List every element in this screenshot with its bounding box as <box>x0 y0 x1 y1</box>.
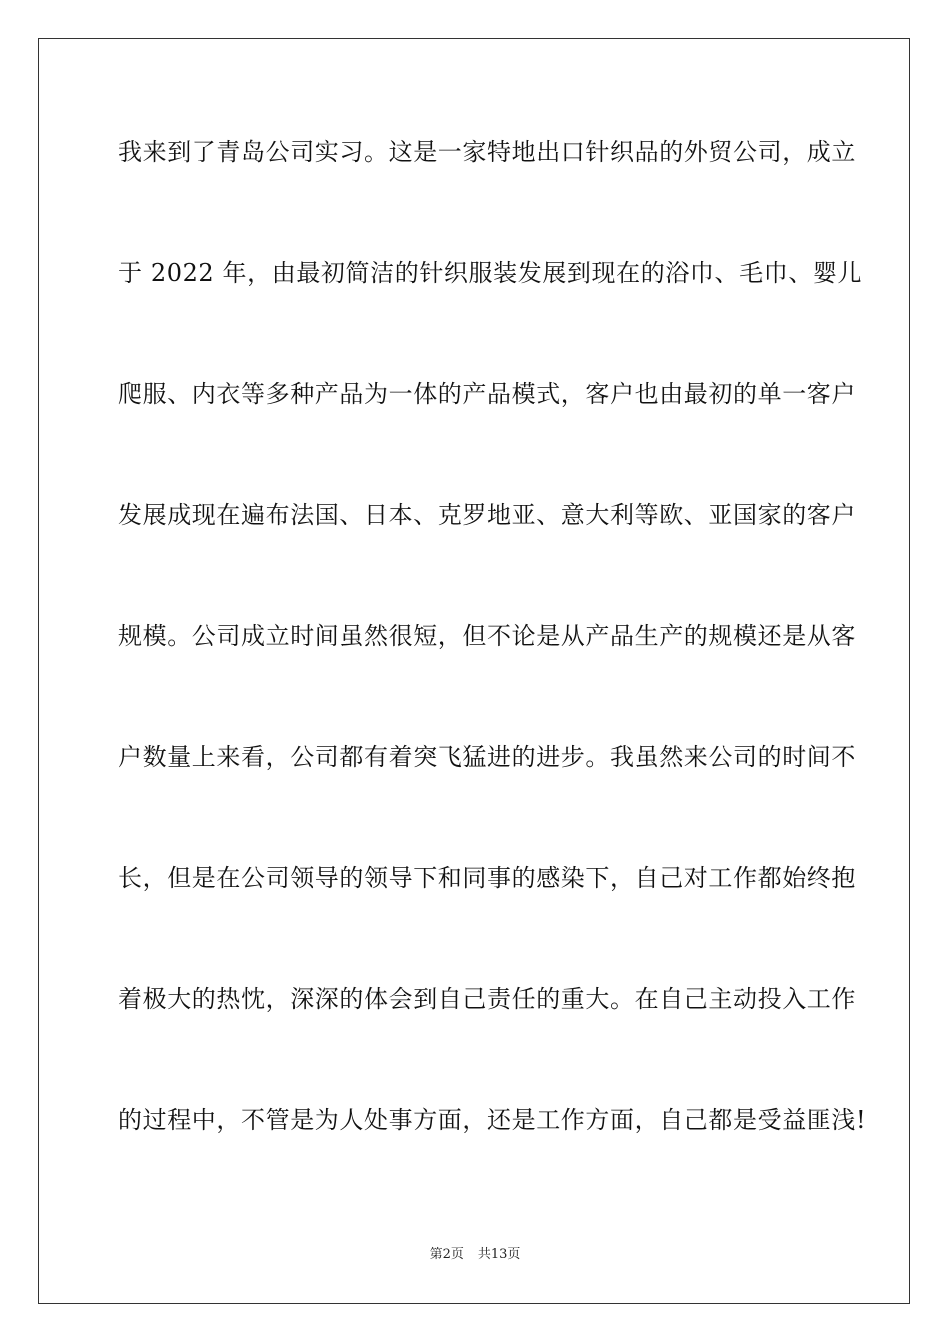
text-line: 爬服、内衣等多种产品为一体的产品模式，客户也由最初的单一客户 <box>118 380 856 408</box>
text-line: 户数量上来看，公司都有着突飞猛进的进步。我虽然来公司的时间不 <box>118 743 856 771</box>
text-line: 我来到了青岛公司实习。这是一家特地出口针织品的外贸公司，成立 <box>118 138 856 166</box>
page-total: 共13页 <box>477 1247 521 1262</box>
text-line: 长，但是在公司领导的领导下和同事的感染下，自己对工作都始终抱 <box>118 864 856 892</box>
text-line: 规模。公司成立时间虽然很短，但不论是从产品生产的规模还是从客 <box>118 622 856 650</box>
page-footer <box>0 1246 950 1264</box>
text-line: 的过程中，不管是为人处事方面，还是工作方面，自己都是受益匪浅! <box>118 1106 867 1134</box>
text-line: 着极大的热忱，深深的体会到自己责任的重大。在自己主动投入工作 <box>118 985 856 1013</box>
text-line: 于 2022 年，由最初简洁的针织服装发展到现在的浴巾、毛巾、婴儿 <box>118 259 863 287</box>
page-number: 第2页 <box>429 1247 464 1262</box>
text-line: 发展成现在遍布法国、日本、克罗地亚、意大利等欧、亚国家的客户 <box>118 501 856 529</box>
